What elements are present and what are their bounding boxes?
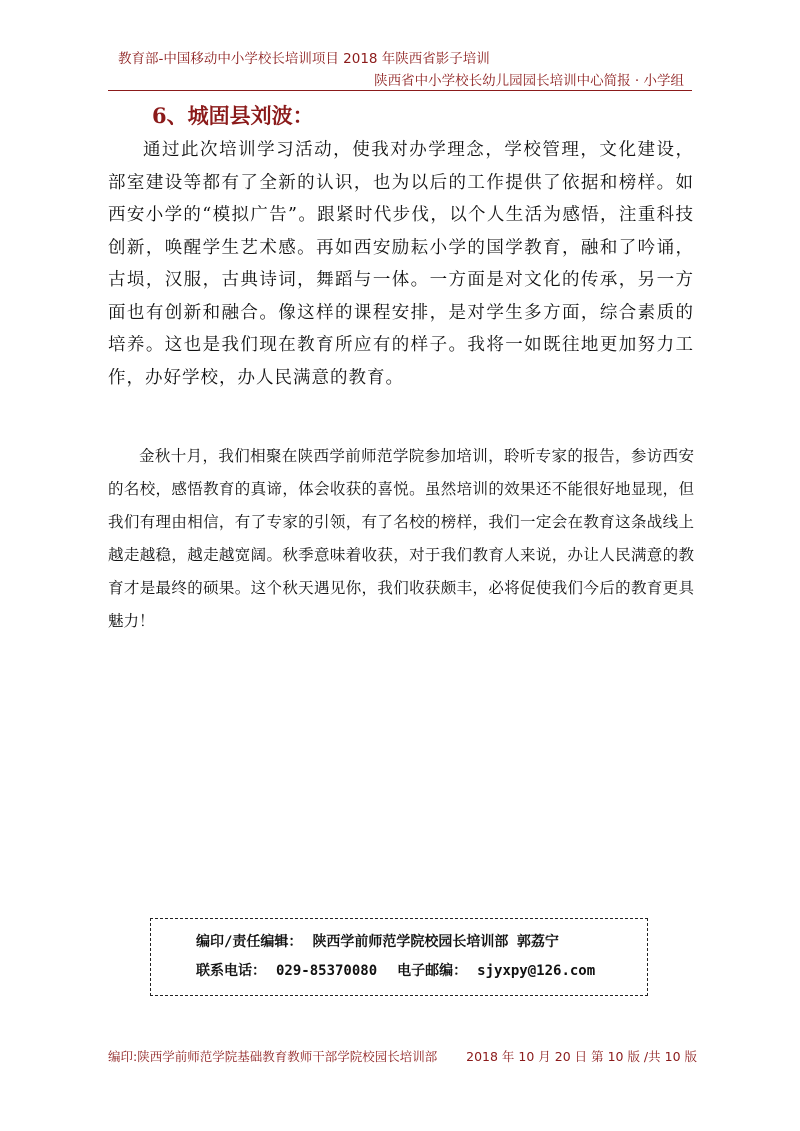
section-title: 6、城固县刘波： (152, 103, 314, 128)
credits-box (150, 918, 648, 996)
editor-value: 陕西学前师范学院校园长培训部 郭荔宁 (312, 934, 559, 950)
header-project-title: 教育部-中国移动中小学校长培训项目 2018 年陕西省影子培训 (118, 51, 490, 67)
editor-label: 编印/责任编辑： (196, 934, 303, 950)
footer-date-page: 2018 年 10 月 20 日 第 10 版 /共 10 版 (466, 1049, 697, 1064)
footer-publisher: 编印:陕西学前师范学院基础教育教师干部学院校园长培训部 (108, 1049, 438, 1064)
phone-label: 联系电话： (196, 963, 266, 979)
credits-editor-line (196, 931, 559, 951)
section-paragraph: 通过此次培训学习活动，使我对办学理念，学校管理，文化建设，部室建设等都有了全新的认识，也为以后的工作提供了依据和榜样。如西安小学的“模拟广告”。跟紧时代步伐，以个人生活为感悟，注重科技创新，唤醒学生艺术感。再如西安励耘小学的国学教育，融和了吟诵，古埙，汉服，古典诗词，舞蹈与一体。一方面是对文化的传承，另一方面也有创新和融合。像这样的课程安排，是对学生多方面，综合素质的培养。这也是我们现在教育所应有的样子。我将一如既往地更加努力工作，办好学校，办人民满意的教育。 (108, 140, 694, 388)
closing-paragraph: 金秋十月，我们相聚在陕西学前师范学院参加培训，聆听专家的报告，参访西安的名校，感悟教育的真谛，体会收获的喜悦。虽然培训的效果还不能很好地显现，但我们有理由相信，有了专家的引领，有了名校的榜样，我们一定会在教育这条战线上越走越稳，越走越宽阔。秋季意味着收获，对于我们教育人来说，办让人民满意的教育才是最终的硕果。这个秋天遇见你，我们收获颇丰，必将促使我们今后的教育更具魅力！ (108, 447, 694, 630)
header-divider (108, 90, 692, 91)
header-bulletin-title: 陕西省中小学校长幼儿园园长培训中心简报 · 小学组 (374, 73, 684, 89)
credits-contact-line (196, 960, 595, 980)
phone-value: 029-85370080 (276, 963, 378, 979)
email-value: sjyxpy@126.com (477, 963, 596, 979)
email-label: 电子邮编： (397, 963, 468, 979)
